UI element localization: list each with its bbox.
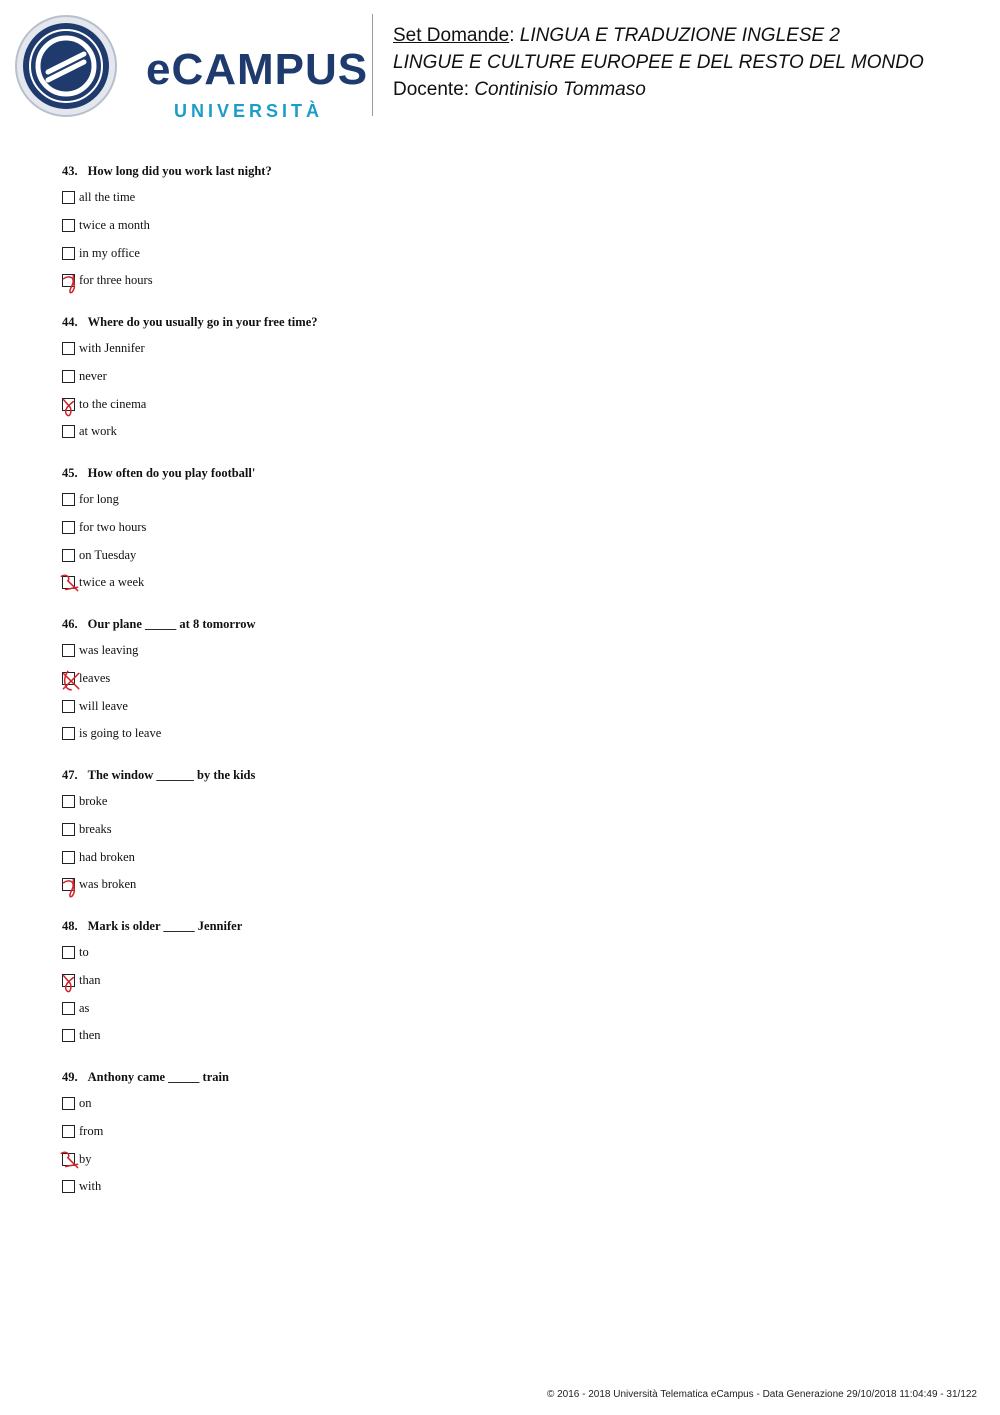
answer-checkbox[interactable] (62, 191, 75, 204)
answer-label: had broken (79, 850, 135, 864)
answer-label: at work (79, 424, 117, 438)
answer-checkbox[interactable] (62, 1125, 75, 1138)
answer-option[interactable] (62, 1096, 92, 1110)
answer-checkbox[interactable] (62, 342, 75, 355)
question-number: 48. (62, 919, 78, 933)
handwritten-check-icon (57, 874, 83, 898)
question-text: The window ______ by the kids (87, 768, 256, 782)
header-line-1: Set Domande: LINGUA E TRADUZIONE INGLESE 2 (393, 25, 841, 46)
answer-checkbox[interactable] (62, 974, 75, 987)
answer-option[interactable] (62, 397, 146, 411)
answer-checkbox[interactable] (62, 521, 75, 534)
answer-checkbox[interactable] (62, 425, 75, 438)
answer-checkbox[interactable] (62, 247, 75, 260)
set-label: Set Domande (393, 25, 510, 46)
question-text: Anthony came _____ train (87, 1070, 229, 1084)
answer-option[interactable] (62, 973, 101, 987)
handwritten-check-icon (57, 394, 83, 418)
page-footer: © 2016 - 2018 Università Telematica eCampus - Data Generazione 29/10/2018 11:04:49 - 31/122 (546, 1389, 977, 1400)
answer-option[interactable] (62, 671, 110, 685)
question-title (62, 315, 318, 329)
answer-option[interactable] (62, 1001, 89, 1015)
ecampus-seal-icon (14, 14, 118, 118)
answer-label: with Jennifer (79, 341, 145, 355)
answer-label: with (79, 1179, 102, 1193)
question-number: 44. (62, 315, 78, 329)
answer-option[interactable] (62, 822, 112, 836)
answer-option[interactable] (62, 877, 136, 891)
question-text: Our plane _____ at 8 tomorrow (87, 617, 256, 631)
answer-checkbox[interactable] (62, 700, 75, 713)
program-title: LINGUE E CULTURE EUROPEE E DEL RESTO DEL MONDO (393, 52, 924, 73)
answer-option[interactable] (62, 850, 135, 864)
answer-option[interactable] (62, 492, 119, 506)
answer-option[interactable] (62, 794, 107, 808)
handwritten-check-icon (57, 270, 83, 294)
question-title (62, 617, 256, 631)
question-text: How often do you play football' (87, 466, 256, 480)
answer-option[interactable] (62, 246, 140, 260)
answer-checkbox[interactable] (62, 398, 75, 411)
answer-checkbox[interactable] (62, 851, 75, 864)
answer-option[interactable] (62, 218, 150, 232)
answer-label: leaves (79, 671, 111, 685)
answer-option[interactable] (62, 575, 144, 589)
answer-option[interactable] (62, 699, 128, 713)
answer-checkbox[interactable] (62, 727, 75, 740)
handwritten-check-icon (57, 572, 83, 596)
answer-option[interactable] (62, 945, 89, 959)
question-title (62, 1070, 229, 1084)
answer-label: as (79, 1001, 90, 1015)
handwritten-check-icon (57, 970, 83, 994)
answer-label: was leaving (79, 643, 139, 657)
docente-name: Continisio Tommaso (474, 79, 646, 100)
answer-label: broke (79, 794, 108, 808)
answer-checkbox[interactable] (62, 878, 75, 891)
question-text: Where do you usually go in your free time? (87, 315, 318, 329)
answer-label: will leave (79, 699, 128, 713)
answer-label: from (79, 1124, 104, 1138)
question-title (62, 768, 255, 782)
answer-checkbox[interactable] (62, 1097, 75, 1110)
course-title: LINGUA E TRADUZIONE INGLESE 2 (519, 25, 841, 46)
question-title (62, 466, 255, 480)
question-text: Mark is older _____ Jennifer (87, 919, 243, 933)
question-text: How long did you work last night? (87, 164, 272, 178)
answer-label: to (79, 945, 89, 959)
ecampus-logo (14, 14, 369, 121)
answer-option[interactable] (62, 424, 117, 438)
question-number: 46. (62, 617, 78, 631)
answer-option[interactable] (62, 1179, 101, 1193)
header-line-2 (393, 49, 924, 76)
answer-checkbox[interactable] (62, 274, 75, 287)
logo-subtext: UNIVERSITÀ (174, 101, 324, 121)
answer-option[interactable] (62, 726, 161, 740)
answer-checkbox[interactable] (62, 644, 75, 657)
answer-label: on Tuesday (79, 548, 137, 562)
answer-label: for two hours (79, 520, 147, 534)
question-title (62, 164, 272, 178)
answer-checkbox[interactable] (62, 1180, 75, 1193)
answer-option[interactable] (62, 369, 107, 383)
answer-checkbox[interactable] (62, 493, 75, 506)
answer-label: all the time (79, 190, 136, 204)
handwritten-check-icon (57, 668, 83, 692)
answer-checkbox[interactable] (62, 672, 75, 685)
answer-label: than (79, 973, 101, 987)
header-line-3 (393, 76, 924, 103)
answer-option[interactable] (62, 548, 136, 562)
answer-label: for long (79, 492, 119, 506)
answer-option[interactable] (62, 1028, 101, 1042)
answer-label: twice a week (79, 575, 145, 589)
answer-checkbox[interactable] (62, 1029, 75, 1042)
answer-checkbox[interactable] (62, 219, 75, 232)
answer-checkbox[interactable] (62, 795, 75, 808)
answer-option[interactable] (62, 190, 135, 204)
answer-label: for three hours (79, 273, 153, 287)
header-divider (372, 14, 373, 116)
question-number: 47. (62, 768, 78, 782)
answer-label: twice a month (79, 218, 150, 232)
header-info (393, 22, 924, 103)
handwritten-check-icon (57, 1149, 83, 1173)
answer-checkbox[interactable] (62, 1153, 75, 1166)
answer-label: breaks (79, 822, 112, 836)
answer-option[interactable] (62, 520, 146, 534)
answer-label: was broken (79, 877, 137, 891)
answer-option[interactable] (62, 1152, 92, 1166)
answer-label: then (79, 1028, 101, 1042)
answer-checkbox[interactable] (62, 370, 75, 383)
answer-checkbox[interactable] (62, 946, 75, 959)
question-number: 45. (62, 466, 78, 480)
answer-option[interactable] (62, 341, 145, 355)
answer-checkbox[interactable] (62, 576, 75, 589)
question-number: 49. (62, 1070, 78, 1084)
docente-label: Docente: (393, 79, 470, 100)
answer-option[interactable] (62, 1124, 103, 1138)
answer-label: in my office (79, 246, 140, 260)
answer-label: to the cinema (79, 397, 147, 411)
answer-label: on (79, 1096, 92, 1110)
answer-option[interactable] (62, 643, 138, 657)
answer-label: by (79, 1152, 92, 1166)
answer-checkbox[interactable] (62, 549, 75, 562)
question-title (62, 919, 242, 933)
answer-option[interactable] (62, 273, 153, 287)
logo-wordmark: eCAMPUS (146, 45, 369, 94)
answer-checkbox[interactable] (62, 823, 75, 836)
answer-label: is going to leave (79, 726, 162, 740)
question-number: 43. (62, 164, 78, 178)
answer-checkbox[interactable] (62, 1002, 75, 1015)
answer-label: never (79, 369, 107, 383)
